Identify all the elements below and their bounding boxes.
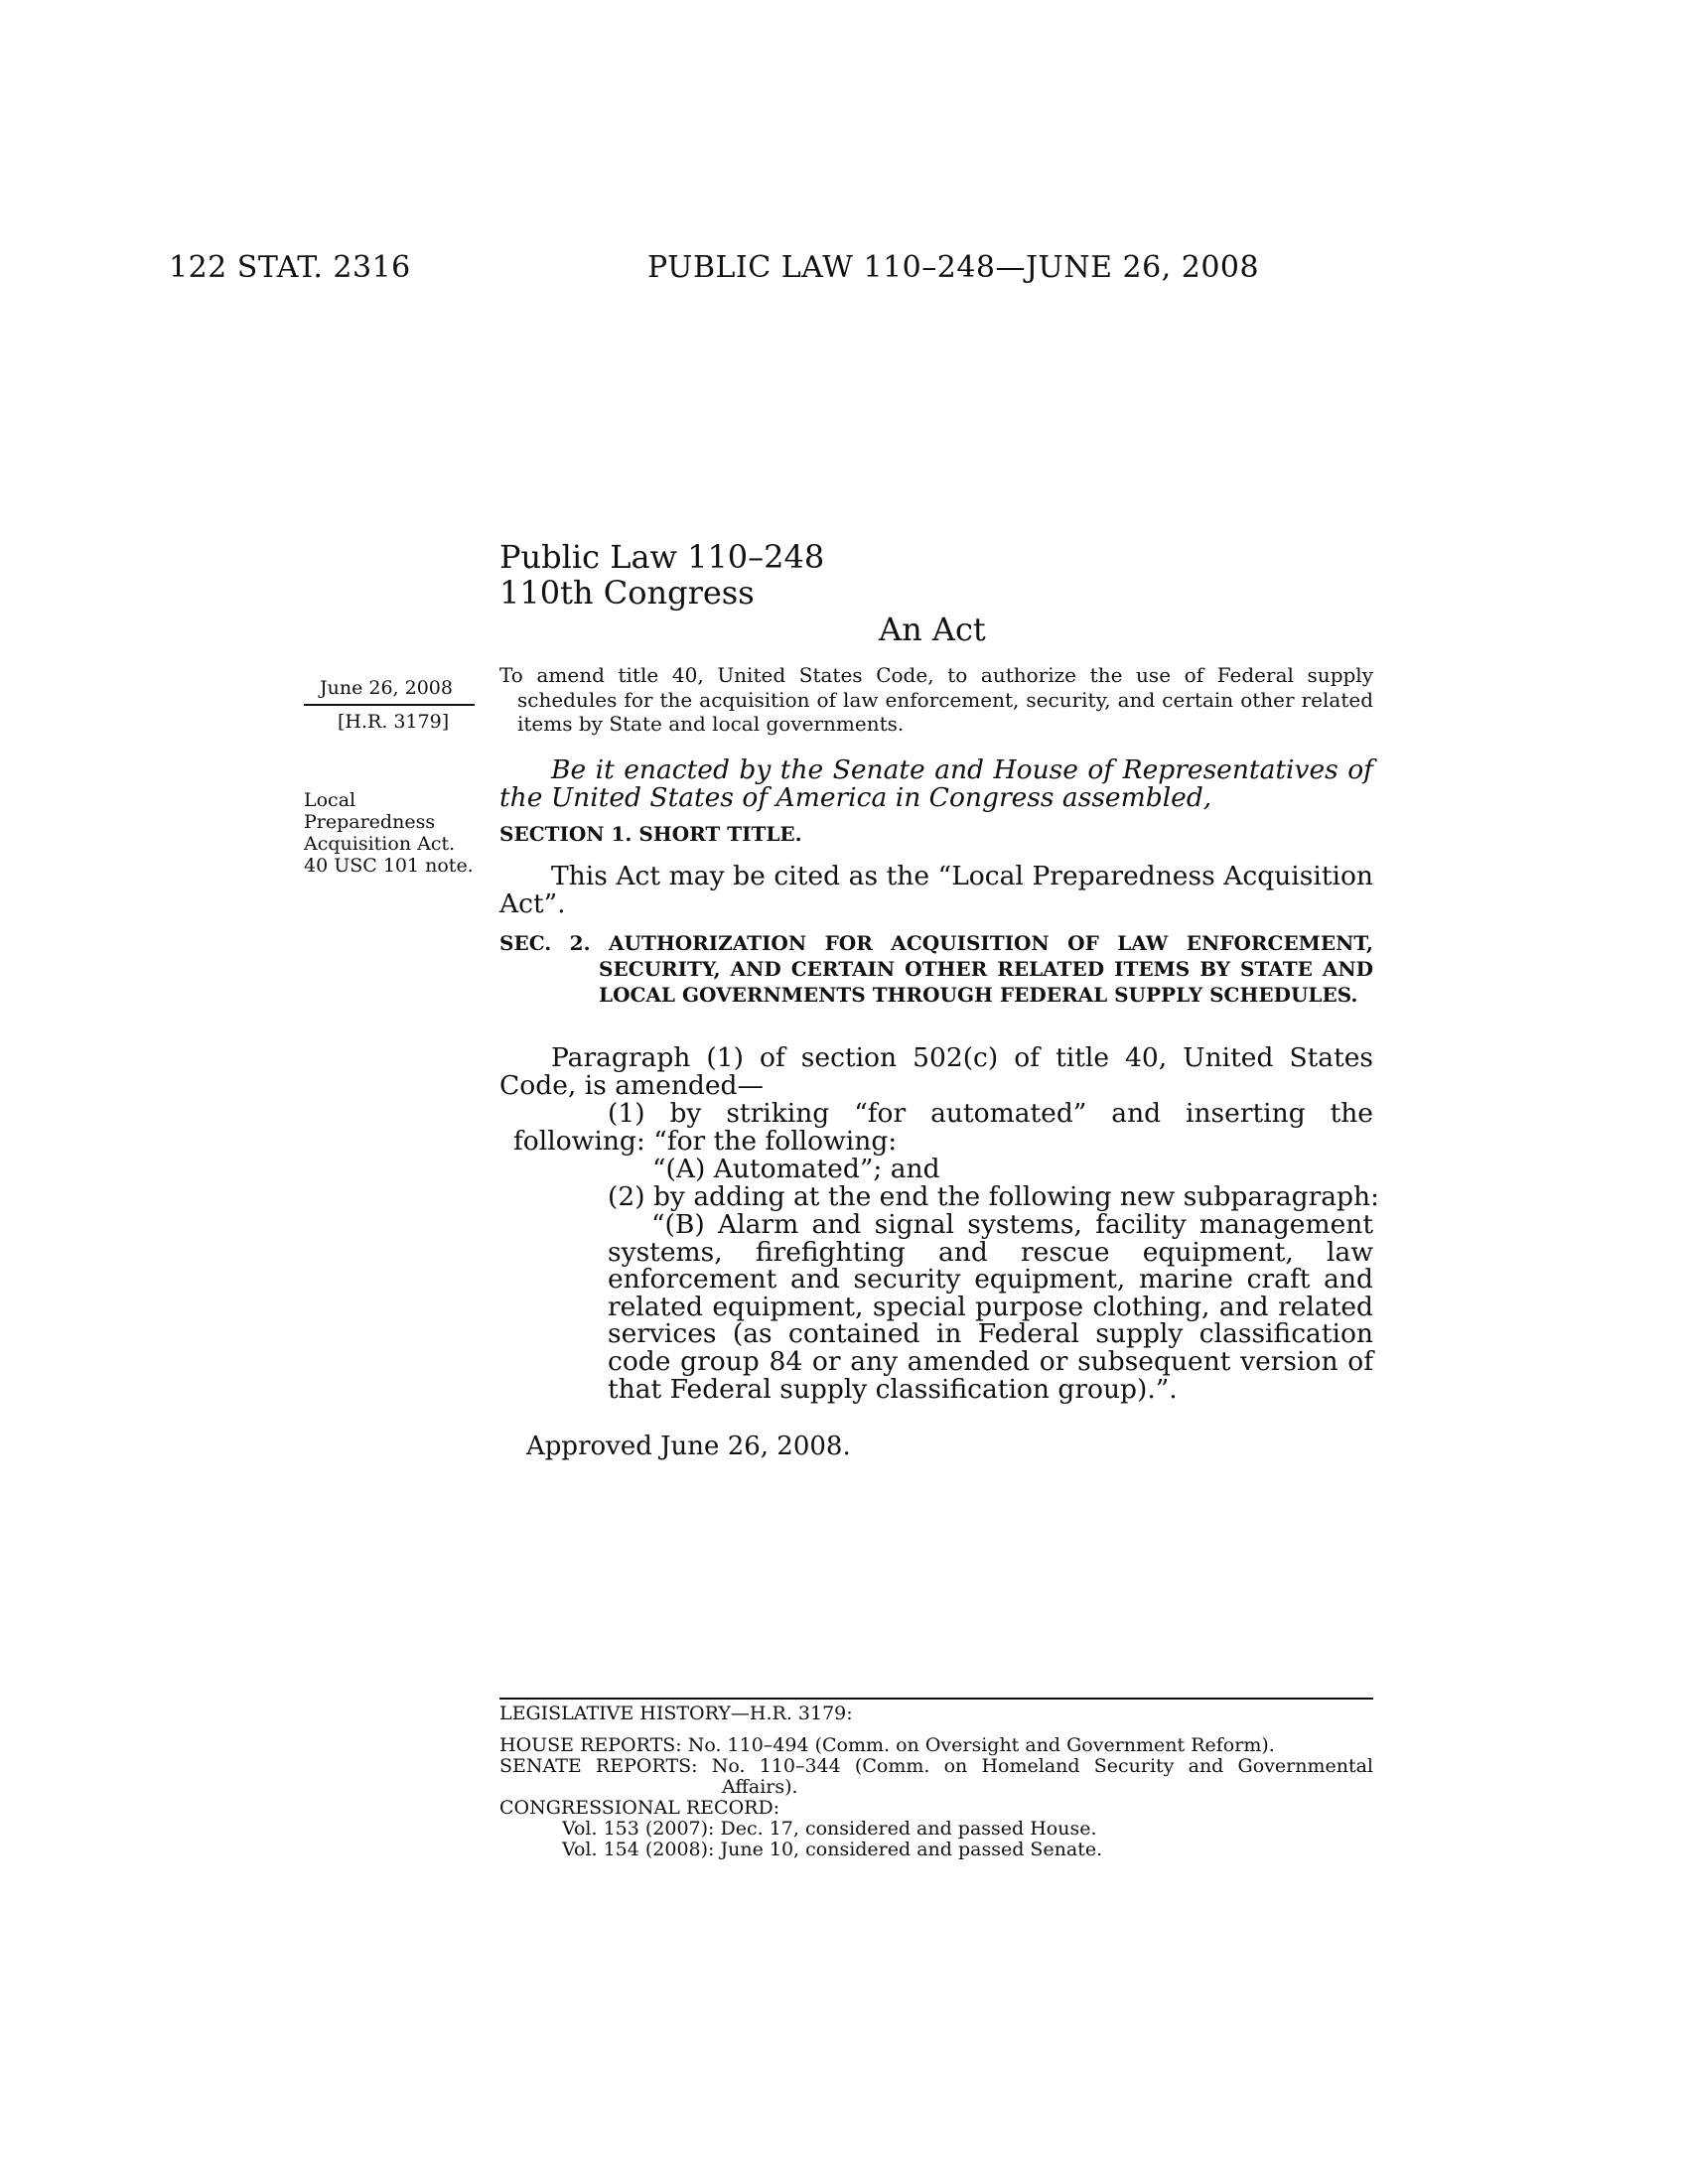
amendment-1-a: “(A) Automated”; and <box>652 1154 940 1184</box>
amendment-2: (2) by adding at the end the following new subparagraph: <box>608 1181 1380 1212</box>
margin-note-act <box>304 789 474 877</box>
margin-note-line: Preparedness <box>304 811 436 833</box>
running-head-stat: 122 STAT. 2316 <box>169 250 411 285</box>
section-2-heading: SEC. 2. AUTHORIZATION FOR ACQUISITION OF LAW ENFORCEMENT, SECURITY, AND CERTAIN OTHER RELATED ITEMS BY STATE AND LOCAL GOVERNMENTS THROUGH FEDERAL SUPPLY SCHEDULES. <box>499 931 1373 1007</box>
margin-note-bill: [H.R. 3179] <box>338 711 450 733</box>
legislative-history-heading: LEGISLATIVE HISTORY—H.R. 3179: <box>499 1703 853 1724</box>
margin-note-line: 40 USC 101 note. <box>304 855 474 877</box>
congressional-record-heading: CONGRESSIONAL RECORD: <box>499 1797 780 1819</box>
act-purpose: To amend title 40, United States Code, to authorize the use of Federal supply schedules for the acquisition of law enforcement, security, and certain other related items by State and local governments. <box>499 663 1373 736</box>
section-1-heading: SECTION 1. SHORT TITLE. <box>499 822 802 846</box>
margin-note-date: June 26, 2008 <box>320 677 453 699</box>
record-vol-154: Vol. 154 (2008): June 10, considered and passed Senate. <box>562 1839 1103 1860</box>
an-act-heading: An Act <box>879 611 986 648</box>
section-1-text: This Act may be cited as the “Local Preparedness Acquisition Act”. <box>499 861 1373 919</box>
law-number: Public Law 110–248 <box>499 538 825 576</box>
senate-reports: SENATE REPORTS: No. 110–344 (Comm. on Homeland Security and Governmental Affairs). <box>499 1755 1373 1798</box>
margin-note-line: Local <box>304 789 356 811</box>
footnote-divider <box>499 1698 1373 1700</box>
margin-note-divider <box>304 704 475 706</box>
house-reports: HOUSE REPORTS: No. 110–494 (Comm. on Oversight and Government Reform). <box>499 1734 1275 1756</box>
congress: 110th Congress <box>499 574 755 612</box>
enacting-clause: Be it enacted by the Senate and House of Representatives of the United States of America in Congress assembled, <box>499 754 1373 813</box>
margin-note-line: Acquisition Act. <box>304 833 456 855</box>
amendment-2-b: “(B) Alarm and signal systems, facility management systems, firefighting and rescue equipment, law enforcement and security equipment, marine craft and related equipment, special purpose clothing, and related services (as contained in Federal supply classification code group 84 or any amended or subsequent version of that Federal supply classification group).”. <box>608 1209 1373 1405</box>
running-head-title: PUBLIC LAW 110–248—JUNE 26, 2008 <box>647 250 1260 285</box>
record-vol-153: Vol. 153 (2007): Dec. 17, considered and passed House. <box>562 1818 1097 1840</box>
approval-date: Approved June 26, 2008. <box>526 1432 851 1461</box>
section-2-intro: Paragraph (1) of section 502(c) of title 40, United States Code, is amended— <box>499 1042 1373 1101</box>
amendment-1: (1) by striking “for automated” and inserting the following: “for the following: <box>513 1098 1373 1157</box>
